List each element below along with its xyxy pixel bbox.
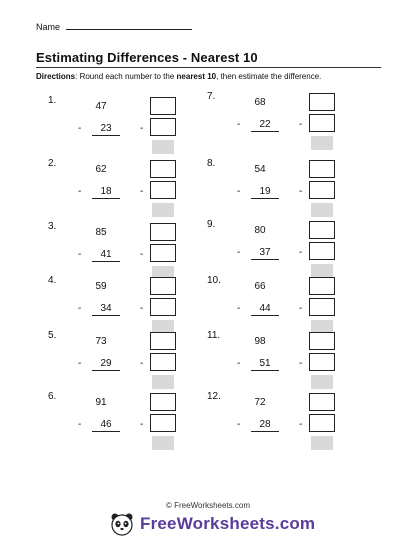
- minus-sign: -: [78, 358, 82, 369]
- estimate-answer-box[interactable]: [152, 140, 174, 154]
- rounded-minuend-box[interactable]: [150, 223, 176, 241]
- estimate-answer-box[interactable]: [311, 136, 333, 150]
- footer-logo: [110, 512, 315, 536]
- subtrahend: 22: [251, 119, 279, 132]
- problem-number: 1.: [48, 95, 57, 106]
- problem-number: 6.: [48, 391, 57, 402]
- subtrahend: 34: [92, 303, 120, 316]
- minus-sign: -: [237, 419, 241, 430]
- problem-number: 2.: [48, 158, 57, 169]
- copyright-url: © FreeWorksheets.com: [166, 501, 250, 510]
- estimate-minus-sign: -: [140, 186, 144, 197]
- problem-number: 5.: [48, 330, 57, 341]
- estimate-minus-sign: -: [299, 419, 303, 430]
- subtrahend: 41: [92, 249, 120, 262]
- estimate-minus-sign: -: [140, 419, 144, 430]
- rounded-subtrahend-box[interactable]: [309, 353, 335, 371]
- problem-number: 11.: [207, 330, 221, 341]
- problem-number: 10.: [207, 275, 221, 286]
- minuend: 54: [254, 164, 266, 175]
- minuend: 98: [254, 336, 266, 347]
- minuend: 59: [95, 281, 107, 292]
- estimate-minus-sign: -: [140, 303, 144, 314]
- rounded-subtrahend-box[interactable]: [150, 118, 176, 136]
- rounded-subtrahend-box[interactable]: [309, 181, 335, 199]
- minus-sign: -: [78, 123, 82, 134]
- minus-sign: -: [78, 186, 82, 197]
- problem-12: [207, 391, 387, 457]
- estimate-minus-sign: -: [140, 358, 144, 369]
- name-field: [36, 20, 192, 32]
- minus-sign: -: [237, 186, 241, 197]
- rounded-minuend-box[interactable]: [309, 332, 335, 350]
- rounded-subtrahend-box[interactable]: [150, 414, 176, 432]
- rounded-minuend-box[interactable]: [150, 97, 176, 115]
- estimate-minus-sign: -: [140, 249, 144, 260]
- problem-6: [48, 391, 228, 457]
- minus-sign: -: [237, 303, 241, 314]
- estimate-answer-box[interactable]: [152, 375, 174, 389]
- estimate-minus-sign: -: [299, 303, 303, 314]
- problem-7: [207, 91, 387, 157]
- subtrahend: 44: [251, 303, 279, 316]
- minuend: 66: [254, 281, 266, 292]
- estimate-answer-box[interactable]: [311, 375, 333, 389]
- directions-label: Directions: [36, 72, 76, 81]
- problem-2: [48, 158, 228, 224]
- estimate-minus-sign: -: [299, 247, 303, 258]
- subtrahend: 51: [251, 358, 279, 371]
- estimate-minus-sign: -: [299, 358, 303, 369]
- minuend: 68: [254, 97, 266, 108]
- directions: [36, 72, 321, 81]
- rounded-minuend-box[interactable]: [150, 160, 176, 178]
- minuend: 85: [95, 227, 107, 238]
- directions-text-post: , then estimate the difference.: [216, 72, 322, 81]
- estimate-minus-sign: -: [299, 186, 303, 197]
- minuend: 62: [95, 164, 107, 175]
- name-blank-line[interactable]: [66, 20, 192, 30]
- problem-number: 4.: [48, 275, 57, 286]
- rounded-minuend-box[interactable]: [150, 332, 176, 350]
- subtrahend: 37: [251, 247, 279, 260]
- problem-number: 12.: [207, 391, 221, 402]
- rounded-minuend-box[interactable]: [309, 393, 335, 411]
- name-label: Name: [36, 22, 61, 32]
- minus-sign: -: [78, 303, 82, 314]
- problem-number: 7.: [207, 91, 216, 102]
- rounded-subtrahend-box[interactable]: [309, 114, 335, 132]
- panda-icon: [110, 512, 134, 536]
- brand-name: FreeWorksheets.com: [140, 514, 316, 533]
- problem-5: [48, 330, 228, 396]
- minus-sign: -: [237, 358, 241, 369]
- minus-sign: -: [78, 249, 82, 260]
- title-divider: [36, 67, 381, 68]
- worksheet-title: Estimating Differences - Nearest 10: [36, 50, 258, 65]
- problem-number: 9.: [207, 219, 216, 230]
- subtrahend: 46: [92, 419, 120, 432]
- rounded-minuend-box[interactable]: [309, 277, 335, 295]
- estimate-answer-box[interactable]: [311, 203, 333, 217]
- problem-number: 3.: [48, 221, 57, 232]
- minus-sign: -: [237, 119, 241, 130]
- minuend: 80: [254, 225, 266, 236]
- estimate-answer-box[interactable]: [311, 436, 333, 450]
- problem-8: [207, 158, 387, 224]
- rounded-minuend-box[interactable]: [150, 277, 176, 295]
- rounded-subtrahend-box[interactable]: [150, 181, 176, 199]
- minus-sign: -: [237, 247, 241, 258]
- minuend: 72: [254, 397, 266, 408]
- minus-sign: -: [78, 419, 82, 430]
- problem-number: 8.: [207, 158, 216, 169]
- rounded-subtrahend-box[interactable]: [150, 298, 176, 316]
- estimate-minus-sign: -: [299, 119, 303, 130]
- problem-11: [207, 330, 387, 396]
- subtrahend: 23: [92, 123, 120, 136]
- subtrahend: 28: [251, 419, 279, 432]
- minuend: 47: [95, 101, 107, 112]
- rounded-subtrahend-box[interactable]: [309, 298, 335, 316]
- rounded-minuend-box[interactable]: [309, 93, 335, 111]
- estimate-answer-box[interactable]: [152, 203, 174, 217]
- rounded-subtrahend-box[interactable]: [150, 353, 176, 371]
- estimate-minus-sign: -: [140, 123, 144, 134]
- rounded-minuend-box[interactable]: [150, 393, 176, 411]
- minuend: 73: [95, 336, 107, 347]
- rounded-subtrahend-box[interactable]: [150, 244, 176, 262]
- directions-bold: nearest 10: [176, 72, 217, 81]
- rounded-subtrahend-box[interactable]: [309, 414, 335, 432]
- estimate-answer-box[interactable]: [152, 436, 174, 450]
- problem-1: [48, 95, 228, 161]
- subtrahend: 19: [251, 186, 279, 199]
- rounded-minuend-box[interactable]: [309, 160, 335, 178]
- subtrahend: 29: [92, 358, 120, 371]
- minuend: 91: [95, 397, 107, 408]
- rounded-minuend-box[interactable]: [309, 221, 335, 239]
- subtrahend: 18: [92, 186, 120, 199]
- rounded-subtrahend-box[interactable]: [309, 242, 335, 260]
- directions-text-pre: : Round each number to the: [75, 72, 177, 81]
